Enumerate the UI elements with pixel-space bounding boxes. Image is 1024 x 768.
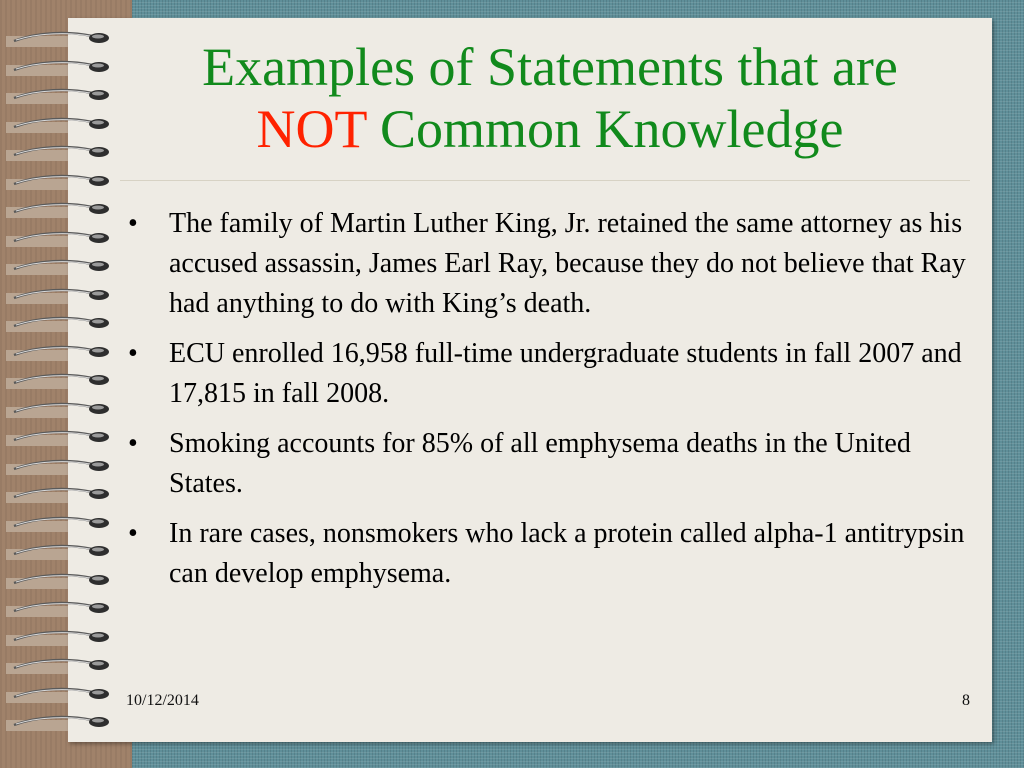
spiral-ring-icon bbox=[8, 686, 112, 702]
bullet-marker: • bbox=[128, 428, 138, 459]
bullet-item bbox=[128, 204, 968, 324]
bullet-marker: • bbox=[128, 208, 138, 239]
spiral-ring-icon bbox=[8, 458, 112, 474]
bullet-item bbox=[128, 514, 968, 594]
slide-number: 8 bbox=[962, 692, 970, 709]
bullet-item bbox=[128, 334, 968, 414]
spiral-ring-icon bbox=[8, 344, 112, 360]
spiral-ring-icon bbox=[8, 600, 112, 616]
slide-title bbox=[130, 36, 970, 160]
bullet-list bbox=[128, 204, 968, 604]
bullet-text: In rare cases, nonsmokers who lack a protein called alpha-1 antitrypsin can develop emphysema. bbox=[169, 518, 965, 589]
spiral-ring-icon bbox=[8, 572, 112, 588]
bullet-marker: • bbox=[128, 338, 138, 369]
spiral-ring-icon bbox=[8, 372, 112, 388]
bullet-marker: • bbox=[128, 518, 138, 549]
spiral-ring-icon bbox=[8, 201, 112, 217]
spiral-ring-icon bbox=[8, 59, 112, 75]
title-not-emphasis: NOT bbox=[256, 99, 367, 159]
spiral-ring-icon bbox=[8, 87, 112, 103]
spiral-ring-icon bbox=[8, 258, 112, 274]
spiral-ring-icon bbox=[8, 515, 112, 531]
spiral-ring-icon bbox=[8, 486, 112, 502]
spiral-ring-icon bbox=[8, 401, 112, 417]
spiral-ring-icon bbox=[8, 543, 112, 559]
bullet-text: The family of Martin Luther King, Jr. retained the same attorney as his accused assassin, James Earl Ray, because they do not believe that Ray had anything to do with King’s death. bbox=[169, 208, 966, 319]
spiral-ring-icon bbox=[8, 230, 112, 246]
bullet-text: Smoking accounts for 85% of all emphysema deaths in the United States. bbox=[169, 428, 911, 499]
spiral-ring-icon bbox=[8, 116, 112, 132]
bullet-text: ECU enrolled 16,958 full-time undergraduate students in fall 2007 and 17,815 in fall 2008. bbox=[169, 338, 962, 409]
title-divider bbox=[120, 180, 970, 181]
spiral-ring-icon bbox=[8, 173, 112, 189]
title-line-1: Examples of Statements that are bbox=[202, 37, 898, 97]
spiral-ring-icon bbox=[8, 144, 112, 160]
spiral-ring-icon bbox=[8, 657, 112, 673]
spiral-ring-icon bbox=[8, 315, 112, 331]
spiral-ring-icon bbox=[8, 30, 112, 46]
title-line-2: Common Knowledge bbox=[380, 99, 844, 159]
spiral-ring-icon bbox=[8, 714, 112, 730]
spiral-ring-icon bbox=[8, 287, 112, 303]
footer-date: 10/12/2014 bbox=[126, 692, 199, 709]
spiral-ring-icon bbox=[8, 429, 112, 445]
spiral-ring-icon bbox=[8, 629, 112, 645]
bullet-item bbox=[128, 424, 968, 504]
